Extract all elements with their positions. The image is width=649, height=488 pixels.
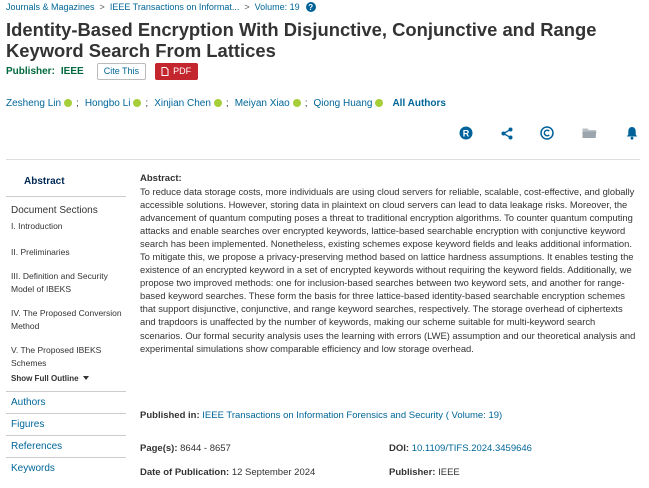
author-name: Meiyan Xiao xyxy=(234,97,290,109)
orcid-icon[interactable] xyxy=(375,99,383,107)
section-number: I. xyxy=(11,221,16,231)
publisher-name: IEEE xyxy=(60,65,84,77)
section-number: IV. xyxy=(11,308,21,318)
sidebar-document-sections-heading: Document Sections xyxy=(11,205,98,216)
folder-icon[interactable] xyxy=(581,125,597,141)
sidebar-item-figures[interactable]: Figures xyxy=(6,413,126,435)
author-separator: ; xyxy=(304,97,308,109)
author-separator: ; xyxy=(145,97,149,109)
abstract-text: To reduce data storage costs, more individuals are using cloud servers for reliable, scalable, cost-effective, and globally accessible solutions. However, storing data in plaintext on cloud servers can lead to data leakage risks. Moreover, the advancement of quantum computing poses a threat to traditional encryption algorithms. To counter quantum computing attacks and enable searches over encrypted keywords, lattice-based searchable encryption with conjunctive keyword search has been implemented. Nonetheless, existing schemes expose keyword fields and leaks additional information. To mitigate this, we propose a privacy-preserving method based on lattice hardness assumptions. It enables testing the existence of an encrypted keyword in a set of encrypted keywords without requiring the keyword fields. Additionally, we propose two improved methods: one for inclusion-based searches between two keyword sets, and another for range-based keyword searches. These form the basis for three lattice-based identity-based searchable encryption schemes that support disjunctive, conjunctive, and range keyword searches, respectively. The storage overhead of ciphertexts and trapdoors is unaffected by the number of keywords, making our scheme suitable for multi-keyword search scenarios. Our formal security analysis uses the learning with errors (LWE) assumption and our theoretical analysis and experimental simulations show comparable efficiency and low storage overhead. xyxy=(140,186,636,354)
author-link[interactable] xyxy=(314,98,384,109)
breadcrumb-volume[interactable]: Volume: 19 xyxy=(254,2,300,12)
sidebar-section-item[interactable] xyxy=(6,344,126,374)
section-label: The Proposed Conversion Method xyxy=(11,308,122,331)
pdf-button[interactable] xyxy=(155,63,198,80)
orcid-icon[interactable] xyxy=(133,99,141,107)
orcid-icon[interactable] xyxy=(293,99,301,107)
volume-link[interactable]: ( Volume: 19) xyxy=(445,410,503,421)
section-number: III. xyxy=(11,271,21,281)
section-label: The Proposed IBEKS Schemes xyxy=(11,345,102,368)
publisher-info xyxy=(389,467,460,478)
publisher-row xyxy=(6,62,198,80)
pages-label: Page(s): xyxy=(140,443,178,454)
sidebar-section-item[interactable] xyxy=(6,270,126,307)
author-link[interactable] xyxy=(154,98,222,109)
sidebar-section-item[interactable] xyxy=(6,307,126,344)
section-number: V. xyxy=(11,345,19,355)
abstract-heading: Abstract: xyxy=(140,173,182,184)
rights-icon[interactable] xyxy=(458,125,474,141)
sidebar-item-abstract[interactable]: Abstract xyxy=(24,176,65,187)
author-list xyxy=(6,96,446,110)
caret-down-icon xyxy=(83,376,89,380)
pages-value: 8644 - 8657 xyxy=(180,443,231,454)
doi-link[interactable]: 10.1109/TIFS.2024.3459646 xyxy=(411,443,532,454)
section-label: Introduction xyxy=(18,221,63,231)
section-label: Preliminaries xyxy=(20,247,70,257)
author-name: Hongbo Li xyxy=(84,97,131,109)
author-link[interactable] xyxy=(85,98,142,109)
page-title: Identity-Based Encryption With Disjunctive, Conjunctive and Range Keyword Search From Lattices xyxy=(6,19,597,61)
author-name: Xinjian Chen xyxy=(154,97,211,109)
publisher-label: Publisher: xyxy=(6,65,55,77)
doi-info xyxy=(389,443,532,454)
help-icon[interactable]: ? xyxy=(306,2,316,12)
pdf-button-label: PDF xyxy=(173,66,192,76)
sidebar-item-keywords[interactable]: Keywords xyxy=(6,457,126,479)
author-separator: ; xyxy=(76,97,79,109)
document-sidebar xyxy=(6,170,126,479)
breadcrumb-separator: > xyxy=(99,2,105,12)
cite-this-button[interactable]: Cite This xyxy=(97,63,146,80)
section-label: Definition and Security Model of IBEKS xyxy=(11,271,108,294)
author-link[interactable] xyxy=(6,98,72,109)
breadcrumb-journals[interactable]: Journals & Magazines xyxy=(6,2,95,12)
breadcrumb-separator: > xyxy=(244,2,250,12)
pages-info xyxy=(140,443,231,454)
copyright-icon[interactable] xyxy=(539,125,555,141)
publication-date-label: Date of Publication: xyxy=(140,467,230,478)
publisher-detail-value: IEEE xyxy=(438,467,460,478)
publication-date-info xyxy=(140,467,315,478)
sidebar-section-item[interactable] xyxy=(6,220,126,246)
author-separator: ; xyxy=(225,97,229,109)
author-name: Qiong Huang xyxy=(313,97,373,109)
publisher-detail-label: Publisher: xyxy=(389,467,436,478)
show-full-outline-button[interactable] xyxy=(6,374,126,391)
publication-date-value: 12 September 2024 xyxy=(231,467,316,478)
share-icon[interactable] xyxy=(499,125,515,141)
sidebar-section-item[interactable] xyxy=(6,246,126,270)
orcid-icon[interactable] xyxy=(214,99,222,107)
author-link[interactable] xyxy=(235,98,301,109)
pdf-icon xyxy=(161,67,169,76)
section-divider xyxy=(6,159,640,160)
abstract-section xyxy=(140,172,638,355)
published-in xyxy=(140,410,502,421)
sidebar-item-authors[interactable]: Authors xyxy=(6,391,126,413)
doi-label: DOI: xyxy=(389,443,410,454)
orcid-icon[interactable] xyxy=(64,99,72,107)
section-number: II. xyxy=(11,247,19,257)
sidebar-item-references[interactable]: References xyxy=(6,435,126,457)
breadcrumb xyxy=(6,1,316,13)
all-authors-link[interactable]: All Authors xyxy=(392,97,446,109)
breadcrumb-journal-title[interactable]: IEEE Transactions on Informat... xyxy=(109,2,240,12)
author-name: Zesheng Lin xyxy=(6,97,62,109)
published-in-label: Published in: xyxy=(140,410,200,421)
journal-link[interactable]: IEEE Transactions on Information Forensics and Security xyxy=(202,410,444,421)
article-toolbar xyxy=(0,125,649,143)
show-full-outline-label: Show Full Outline xyxy=(11,374,79,383)
alert-bell-icon[interactable] xyxy=(624,125,640,141)
svg-text:R: R xyxy=(462,128,470,139)
